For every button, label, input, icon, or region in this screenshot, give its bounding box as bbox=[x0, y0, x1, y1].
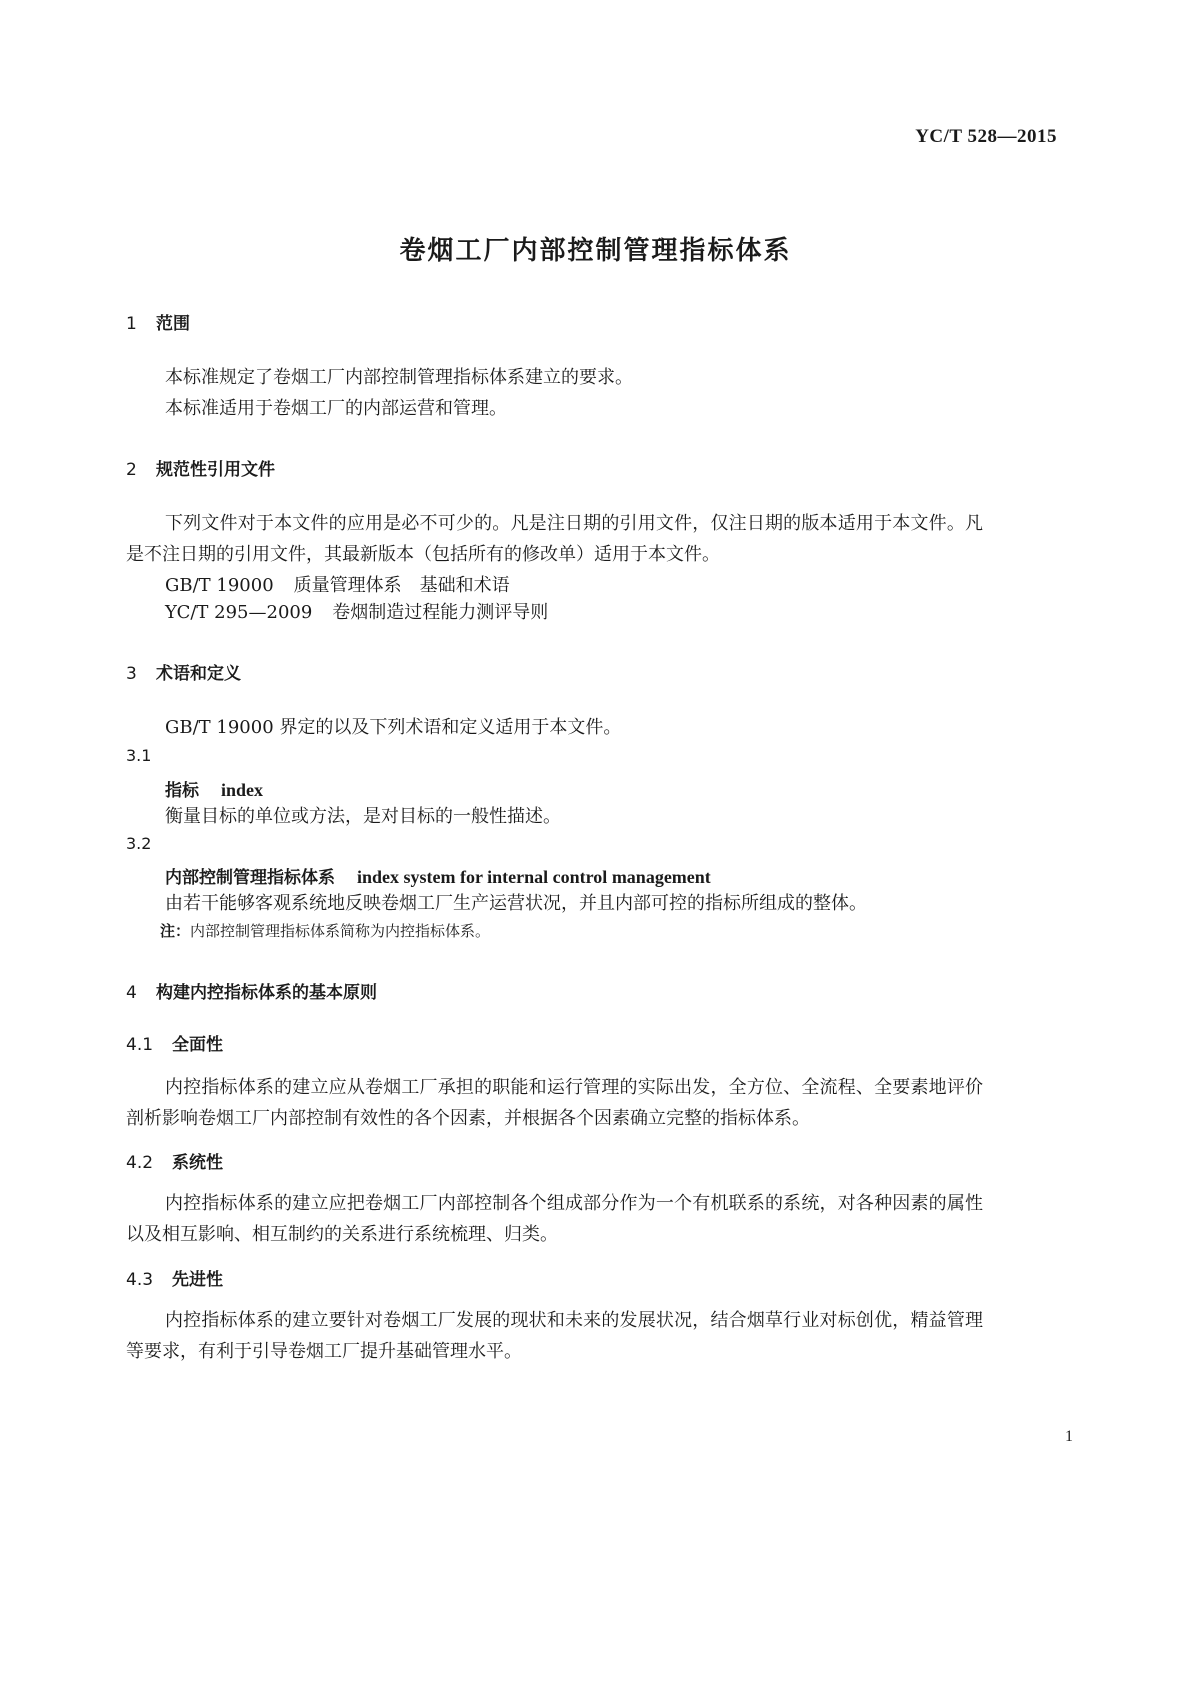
reference-code: GB/T 19000 bbox=[165, 575, 274, 596]
subsection-4-1-heading bbox=[126, 1030, 223, 1055]
term-number: 3.2 bbox=[126, 834, 152, 853]
section-title: 范围 bbox=[156, 314, 190, 334]
reference-title: 质量管理体系 基础和术语 bbox=[293, 575, 510, 596]
section-number: 4 bbox=[126, 983, 137, 1003]
subsection-title: 全面性 bbox=[172, 1035, 223, 1055]
subsection-number: 4.2 bbox=[126, 1153, 154, 1173]
subsection-4-2-heading bbox=[126, 1148, 223, 1173]
term-english: index system for internal control management bbox=[357, 867, 711, 887]
paragraph: 本标准适用于卷烟工厂的内部运营和管理。 bbox=[165, 398, 507, 419]
section-title: 规范性引用文件 bbox=[156, 460, 275, 480]
standard-number: YC/T 528—2015 bbox=[915, 126, 1057, 147]
subsection-title: 先进性 bbox=[172, 1270, 223, 1290]
section-title: 术语和定义 bbox=[156, 664, 241, 684]
term-english: index bbox=[221, 780, 264, 800]
section-3-heading bbox=[126, 659, 241, 684]
page-number: 1 bbox=[1065, 1428, 1073, 1445]
term-number: 3.1 bbox=[126, 746, 152, 765]
term-definition: 由若干能够客观系统地反映卷烟工厂生产运营状况，并且内部可控的指标所组成的整体。 bbox=[165, 893, 867, 914]
paragraph: 本标准规定了卷烟工厂内部控制管理指标体系建立的要求。 bbox=[165, 367, 633, 388]
note-text: 内部控制管理指标体系简称为内控指标体系。 bbox=[190, 922, 491, 940]
section-2-heading bbox=[126, 455, 275, 480]
term-definition: 衡量目标的单位或方法，是对目标的一般性描述。 bbox=[165, 806, 561, 827]
paragraph: 内控指标体系的建立要针对卷烟工厂发展的现状和未来的发展状况，结合烟草行业对标创优，精益管理等要求，有利于引导卷烟工厂提升基础管理水平。 bbox=[126, 1310, 983, 1362]
reference-code: YC/T 295—2009 bbox=[165, 602, 313, 623]
term-chinese: 指标 bbox=[165, 781, 199, 801]
subsection-4-3-heading bbox=[126, 1265, 223, 1290]
section-1-heading bbox=[126, 309, 190, 334]
term-heading bbox=[165, 863, 711, 888]
paragraph: 内控指标体系的建立应从卷烟工厂承担的职能和运行管理的实际出发，全方位、全流程、全要素地评价剖析影响卷烟工厂内部控制有效性的各个因素，并根据各个因素确立完整的指标体系。 bbox=[126, 1077, 983, 1129]
subsection-number: 4.1 bbox=[126, 1035, 154, 1055]
term-chinese: 内部控制管理指标体系 bbox=[165, 868, 335, 888]
paragraph: GB/T 19000 界定的以及下列术语和定义适用于本文件。 bbox=[165, 717, 622, 738]
section-number: 3 bbox=[126, 664, 137, 684]
subsection-number: 4.3 bbox=[126, 1270, 154, 1290]
note-label: 注： bbox=[160, 922, 191, 940]
subsection-title: 系统性 bbox=[172, 1153, 223, 1173]
section-number: 2 bbox=[126, 460, 137, 480]
term-note bbox=[160, 920, 490, 941]
paragraph: 下列文件对于本文件的应用是必不可少的。凡是注日期的引用文件，仅注日期的版本适用于本文件。凡是不注日期的引用文件，其最新版本（包括所有的修改单）适用于本文件。 bbox=[126, 513, 983, 565]
paragraph: 内控指标体系的建立应把卷烟工厂内部控制各个组成部分作为一个有机联系的系统，对各种因素的属性以及相互影响、相互制约的关系进行系统梳理、归类。 bbox=[126, 1193, 983, 1245]
term-heading bbox=[165, 776, 263, 801]
section-4-heading bbox=[126, 978, 377, 1003]
section-title: 构建内控指标体系的基本原则 bbox=[156, 983, 377, 1003]
reference-item bbox=[165, 597, 548, 628]
reference-title: 卷烟制造过程能力测评导则 bbox=[332, 602, 549, 623]
document-title: 卷烟工厂内部控制管理指标体系 bbox=[399, 236, 792, 266]
section-number: 1 bbox=[126, 314, 137, 334]
